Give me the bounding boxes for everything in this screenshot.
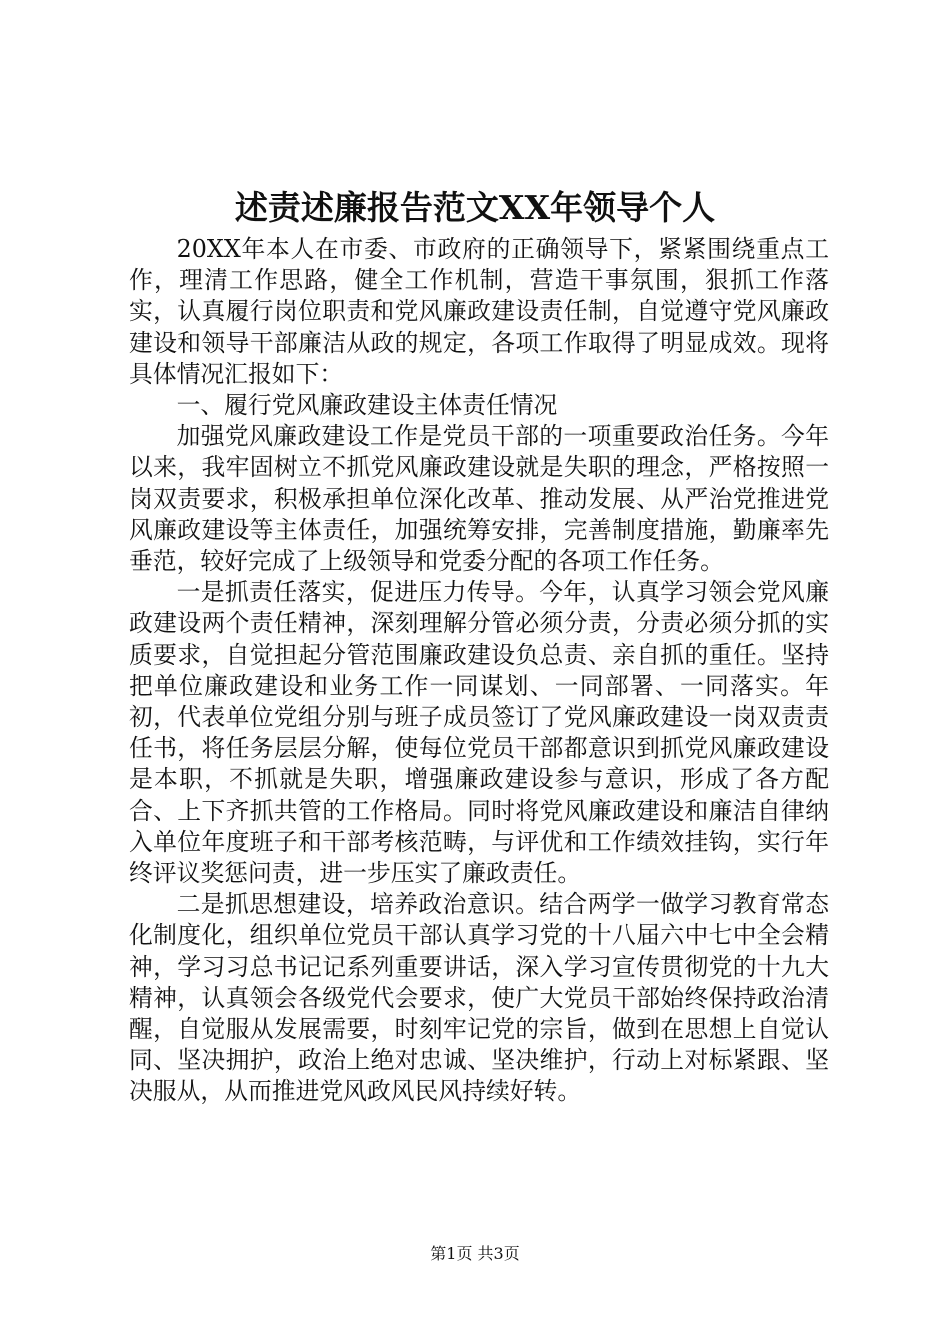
body-paragraph: 二是抓思想建设，培养政治意识。结合两学一做学习教育常态化制度化，组织单位党员干部认真学习党的十八届六中七中全会精神，学习习总书记记系列重要讲话，深入学习宣传贯彻党的十九大精神，认真领会各级党代会要求，使广大党员干部始终保持政治清醒，自觉服从发展需要，时刻牢记党的宗旨，做到在思想上自觉认同、坚决拥护，政治上绝对忠诚、坚决维护，行动上对标紧跟、坚决服从，从而推进党风政风民风持续好转。 xyxy=(129,890,829,1106)
document-title: 述责述廉报告范文XX年领导个人 xyxy=(234,188,716,227)
body-paragraph: 一是抓责任落实，促进压力传导。今年，认真学习领会党风廉政建设两个责任精神，深刻理解分管必须分责，分责必须分抓的实质要求，自觉担起分管范围廉政建设负总责、亲自抓的重任。坚持把单位廉政建设和业务工作一同谋划、一同部署、一同落实。年初，代表单位党组分别与班子成员签订了党风廉政建设一岗双责责任书，将任务层层分解，使每位党员干部都意识到抓党风廉政建设是本职，不抓就是失职，增强廉政建设参与意识，形成了各方配合、上下齐抓共管的工作格局。同时将党风廉政建设和廉洁自律纳入单位年度班子和干部考核范畴，与评优和工作绩效挂钩，实行年终评议奖惩问责，进一步压实了廉政责任。 xyxy=(129,578,829,888)
intro-paragraph: 20XX年本人在市委、市政府的正确领导下，紧紧围绕重点工作，理清工作思路，健全工作机制，营造干事氛围，狠抓工作落实，认真履行岗位职责和党风廉政建设责任制，自觉遵守党风廉政建设和领导干部廉洁从政的规定，各项工作取得了明显成效。现将具体情况汇报如下： xyxy=(129,235,829,388)
body-paragraph: 加强党风廉政建设工作是党员干部的一项重要政治任务。今年以来，我牢固树立不抓党风廉政建设就是失职的理念，严格按照一岗双责要求，积极承担单位深化改革、推动发展、从严治党推进党风廉政建设等主体责任，加强统筹安排，完善制度措施，勤廉率先垂范，较好完成了上级领导和党委分配的各项工作任务。 xyxy=(129,422,829,576)
section-heading: 一、履行党风廉政建设主体责任情况 xyxy=(176,391,558,420)
document-body xyxy=(129,234,829,1108)
page-footer: 第1页 共3页 xyxy=(430,1244,520,1263)
